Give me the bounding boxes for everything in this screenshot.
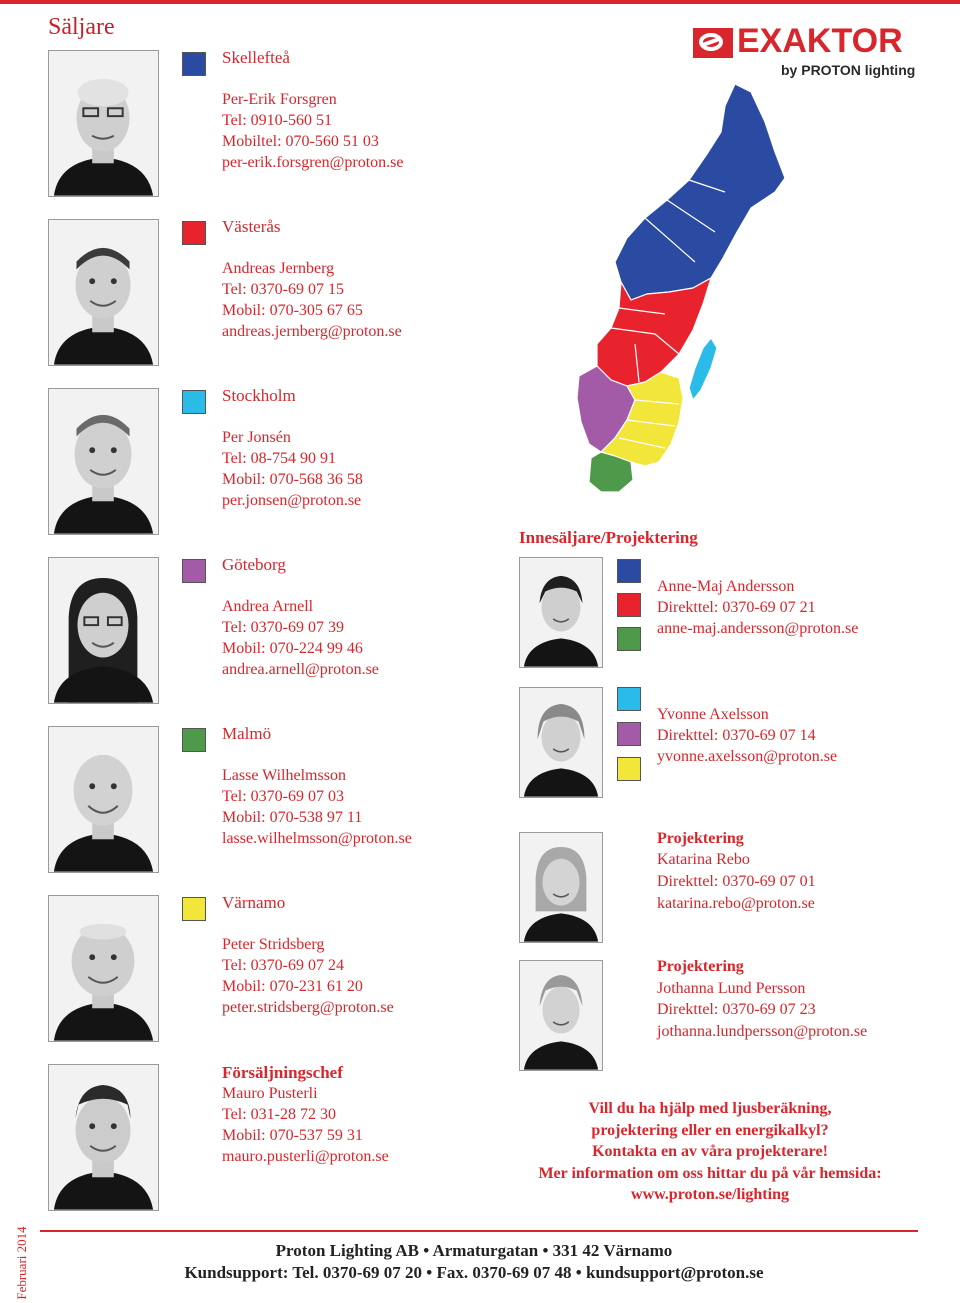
inside-color-green	[617, 627, 641, 651]
inside-photo-anne-maj	[519, 557, 603, 668]
region-goteborg: Göteborg	[222, 555, 286, 574]
map-region-cyan	[689, 338, 717, 400]
chief-title: Försäljningschef	[222, 1063, 343, 1082]
region-malmo: Malmö	[222, 724, 272, 743]
inside-email[interactable]: yvonne.axelsson@proton.se	[657, 748, 838, 765]
chief-email[interactable]: mauro.pusterli@proton.se	[222, 1148, 389, 1165]
seller-photo-skelleftea	[48, 50, 159, 197]
footer-address: Proton Lighting AB • Armaturgatan • 331 42 Värnamo	[275, 1241, 673, 1260]
inside-photo-yvonne	[519, 687, 603, 798]
seller-photo-stockholm	[48, 388, 159, 535]
footer-support: Kundsupport: Tel. 0370-69 07 20 • Fax. 0370-69 07 48 • kundsupport@proton.se	[184, 1263, 764, 1282]
seller-photo-varnamo	[48, 895, 159, 1042]
chief-mobile: Mobil: 070-537 59 31	[222, 1127, 363, 1144]
chief-name: Mauro Pusterli	[222, 1085, 318, 1102]
seller-photo-malmo	[48, 726, 159, 873]
inside-email[interactable]: anne-maj.andersson@proton.se	[657, 620, 859, 637]
inside-color-cyan	[617, 687, 641, 711]
chief-photo	[48, 1064, 159, 1211]
region-color-skelleftea	[182, 52, 206, 76]
chief-tel: Tel: 031-28 72 30	[222, 1106, 336, 1123]
region-color-stockholm	[182, 390, 206, 414]
inside-email[interactable]: katarina.rebo@proton.se	[657, 895, 815, 912]
seller-name: Peter Stridsberg	[222, 936, 325, 953]
region-color-varnamo	[182, 897, 206, 921]
seller-mobile: Mobil: 070-231 61 20	[222, 978, 363, 995]
inside-photo-katarina	[519, 832, 603, 943]
seller-tel: Tel: 0370-69 07 24	[222, 957, 344, 974]
inside-sales-heading: Innesäljare/Projektering	[519, 528, 698, 547]
seller-email[interactable]: lasse.wilhelmsson@proton.se	[222, 830, 412, 847]
logo-mark-icon	[693, 28, 733, 58]
seller-name: Lasse Wilhelmsson	[222, 767, 346, 784]
inside-name: Jothanna Lund Persson	[657, 980, 806, 997]
seller-tel: Tel: 08-754 90 91	[222, 450, 336, 467]
date-label: Februari 2014	[14, 1226, 29, 1300]
seller-name: Andrea Arnell	[222, 598, 314, 615]
seller-tel: Tel: 0910-560 51	[222, 112, 332, 129]
seller-email[interactable]: per-erik.forsgren@proton.se	[222, 154, 404, 171]
inside-name: Yvonne Axelsson	[657, 706, 769, 723]
inside-email[interactable]: jothanna.lundpersson@proton.se	[657, 1023, 868, 1040]
top-rule	[0, 0, 960, 4]
seller-tel: Tel: 0370-69 07 39	[222, 619, 344, 636]
inside-role: Projektering	[657, 958, 744, 975]
seller-mobile: Mobil: 070-538 97 11	[222, 809, 363, 826]
region-color-goteborg	[182, 559, 206, 583]
page-title: Säljare	[48, 14, 115, 40]
inside-color-red	[617, 593, 641, 617]
promo-line: Vill du ha hjälp med ljusberäkning,	[588, 1100, 832, 1117]
inside-name: Anne-Maj Andersson	[657, 578, 795, 595]
inside-name: Katarina Rebo	[657, 851, 750, 868]
region-vasteras: Västerås	[222, 217, 281, 236]
seller-photo-goteborg	[48, 557, 159, 704]
inside-photo-jothanna	[519, 960, 603, 1071]
seller-mobile: Mobil: 070-224 99 46	[222, 640, 363, 657]
seller-email[interactable]: per.jonsen@proton.se	[222, 492, 362, 509]
footer-rule	[40, 1230, 918, 1232]
inside-tel: Direkttel: 0370-69 07 23	[657, 1001, 816, 1018]
seller-email[interactable]: andrea.arnell@proton.se	[222, 661, 379, 678]
promo-link[interactable]: www.proton.se/lighting	[631, 1186, 789, 1203]
region-color-malmo	[182, 728, 206, 752]
seller-mobile: Mobil: 070-568 36 58	[222, 471, 363, 488]
seller-tel: Tel: 0370-69 07 03	[222, 788, 344, 805]
seller-tel: Tel: 0370-69 07 15	[222, 281, 344, 298]
region-varnamo: Värnamo	[222, 893, 286, 912]
inside-role: Projektering	[657, 830, 744, 847]
inside-color-purple	[617, 722, 641, 746]
inside-color-blue	[617, 559, 641, 583]
inside-tel: Direkttel: 0370-69 07 14	[657, 727, 816, 744]
region-color-vasteras	[182, 221, 206, 245]
seller-name: Per-Erik Forsgren	[222, 91, 337, 108]
inside-tel: Direkttel: 0370-69 07 21	[657, 599, 816, 616]
promo-line: projektering eller en energikalkyl?	[591, 1121, 829, 1139]
seller-email[interactable]: peter.stridsberg@proton.se	[222, 999, 394, 1016]
inside-tel: Direkttel: 0370-69 07 01	[657, 873, 816, 890]
seller-mobile: Mobil: 070-305 67 65	[222, 302, 363, 319]
seller-name: Andreas Jernberg	[222, 260, 335, 277]
seller-mobile: Mobiltel: 070-560 51 03	[222, 133, 379, 150]
region-stockholm: Stockholm	[222, 386, 296, 405]
promo-line: Mer information om oss hittar du på vår hemsida:	[538, 1164, 882, 1182]
promo-block	[510, 1098, 910, 1206]
seller-photo-vasteras	[48, 219, 159, 366]
promo-line: Kontakta en av våra projekterare!	[592, 1143, 828, 1160]
seller-email[interactable]: andreas.jernberg@proton.se	[222, 323, 402, 340]
exaktor-logo	[693, 22, 916, 82]
region-skelleftea: Skellefteå	[222, 48, 290, 67]
seller-name: Per Jonsén	[222, 429, 291, 446]
sweden-region-map	[575, 82, 790, 494]
inside-color-yellow	[617, 757, 641, 781]
logo-brand: EXAKTOR	[737, 22, 903, 60]
logo-sub: by PROTON lighting	[781, 62, 916, 78]
